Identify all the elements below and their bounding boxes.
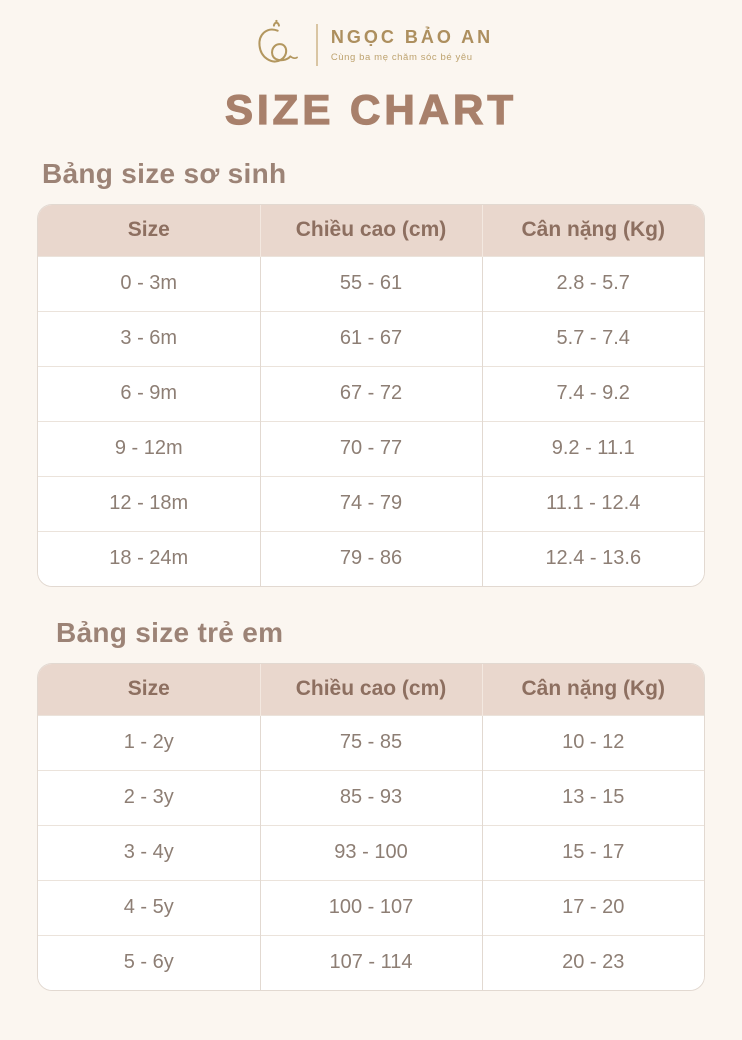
brand-name: NGỌC BẢO AN: [330, 27, 494, 47]
table-row: [38, 311, 704, 366]
brand-monogram-icon: [249, 18, 303, 72]
table-row: [38, 256, 704, 311]
children-table-card: [37, 663, 705, 991]
size-cell: 6 - 9m: [38, 366, 260, 421]
weight-cell: 12.4 - 13.6: [482, 531, 704, 586]
height-cell: 61 - 67: [260, 311, 482, 366]
size-cell: 1 - 2y: [38, 715, 260, 770]
weight-column-header: Cân nặng (Kg): [482, 664, 704, 715]
height-cell: 70 - 77: [260, 421, 482, 476]
size-cell: 9 - 12m: [38, 421, 260, 476]
size-cell: 3 - 4y: [38, 825, 260, 880]
newborn-table-card: [37, 204, 705, 587]
table-row: [38, 770, 704, 825]
weight-cell: 17 - 20: [482, 880, 704, 935]
height-cell: 55 - 61: [260, 256, 482, 311]
weight-cell: 2.8 - 5.7: [482, 256, 704, 311]
height-cell: 85 - 93: [260, 770, 482, 825]
section-title-children: Bảng size trẻ em: [56, 617, 284, 648]
weight-column-header: Cân nặng (Kg): [482, 205, 704, 256]
height-cell: 79 - 86: [260, 531, 482, 586]
size-column-header: Size: [38, 664, 260, 715]
header-row: [38, 205, 704, 256]
size-column-header: Size: [38, 205, 260, 256]
weight-cell: 9.2 - 11.1: [482, 421, 704, 476]
height-column-header: Chiều cao (cm): [260, 664, 482, 715]
size-cell: 2 - 3y: [38, 770, 260, 825]
table-row: [38, 366, 704, 421]
header-row: [38, 664, 704, 715]
table-row: [38, 476, 704, 531]
section-title-newborn: Bảng size sơ sinh: [42, 158, 287, 189]
height-cell: 93 - 100: [260, 825, 482, 880]
weight-cell: 11.1 - 12.4: [482, 476, 704, 531]
newborn-size-table: [38, 205, 704, 586]
brand-text: [331, 27, 493, 63]
brand-header: [0, 16, 742, 74]
table-row: [38, 715, 704, 770]
weight-cell: 5.7 - 7.4: [482, 311, 704, 366]
weight-cell: 7.4 - 9.2: [482, 366, 704, 421]
height-cell: 100 - 107: [260, 880, 482, 935]
height-column-header: Chiều cao (cm): [260, 205, 482, 256]
size-cell: 5 - 6y: [38, 935, 260, 990]
size-cell: 3 - 6m: [38, 311, 260, 366]
size-cell: 12 - 18m: [38, 476, 260, 531]
size-cell: 0 - 3m: [38, 256, 260, 311]
height-cell: 107 - 114: [260, 935, 482, 990]
table-row: [38, 531, 704, 586]
page-title: SIZE CHART: [225, 86, 517, 133]
weight-cell: 10 - 12: [482, 715, 704, 770]
brand-tagline: Cùng ba mẹ chăm sóc bé yêu: [330, 52, 473, 63]
children-size-table: [38, 664, 704, 990]
weight-cell: 13 - 15: [482, 770, 704, 825]
weight-cell: 20 - 23: [482, 935, 704, 990]
size-cell: 18 - 24m: [38, 531, 260, 586]
table-row: [38, 880, 704, 935]
height-cell: 75 - 85: [260, 715, 482, 770]
table-row: [38, 825, 704, 880]
height-cell: 74 - 79: [260, 476, 482, 531]
brand-divider: [316, 24, 318, 66]
height-cell: 67 - 72: [260, 366, 482, 421]
table-row: [38, 935, 704, 990]
size-chart-page: [0, 16, 742, 1040]
size-cell: 4 - 5y: [38, 880, 260, 935]
table-row: [38, 421, 704, 476]
weight-cell: 15 - 17: [482, 825, 704, 880]
